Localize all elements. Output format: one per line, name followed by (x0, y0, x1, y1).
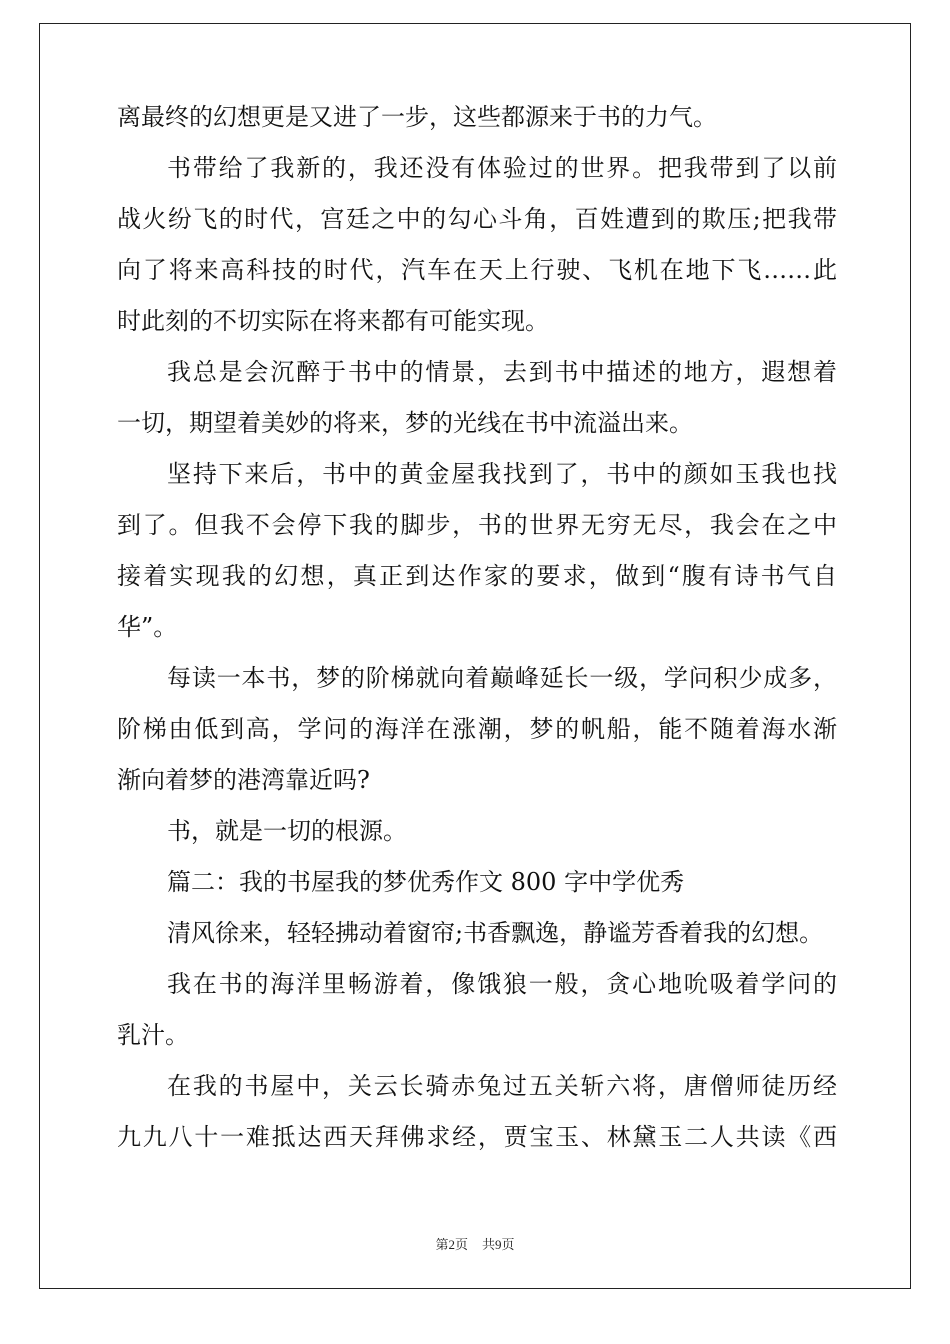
text-line: 离最终的幻想更是又进了一步，这些都源来于书的力气。 (117, 103, 717, 131)
text-line: 九九八十一难抵达西天拜佛求经，贾宝玉、林黛玉二人共读《西 (117, 1123, 837, 1151)
text-line: 时此刻的不切实际在将来都有可能实现。 (117, 307, 549, 335)
text-line: 我在书的海洋里畅游着，像饿狼一般，贪心地吮吸着学问的 (167, 970, 837, 998)
page-number: 第2页 (435, 1237, 468, 1252)
text-line: 接着实现我的幻想，真正到达作家的要求，做到“腹有诗书气自 (117, 562, 837, 590)
text-line: 每读一本书，梦的阶梯就向着巅峰延长一级，学问积少成多， (167, 664, 837, 692)
text-line: 一切，期望着美妙的将来，梦的光线在书中流溢出来。 (117, 409, 693, 437)
text-line: 阶梯由低到高，学问的海洋在涨潮，梦的帆船，能不随着海水渐 (117, 715, 837, 743)
text-line: 到了。但我不会停下我的脚步，书的世界无穷无尽，我会在之中 (117, 511, 837, 539)
text-line: 坚持下来后，书中的黄金屋我找到了，书中的颜如玉我也找 (167, 460, 837, 488)
page-footer (0, 1234, 950, 1253)
text-line: 书，就是一切的根源。 (167, 817, 407, 845)
text-line: 书带给了我新的，我还没有体验过的世界。把我带到了以前 (167, 154, 837, 182)
text-line: 在我的书屋中，关云长骑赤兔过五关斩六将，唐僧师徒历经 (167, 1072, 837, 1100)
text-line: 我总是会沉醉于书中的情景，去到书中描述的地方，遐想着 (167, 358, 837, 386)
text-line: 乳汁。 (117, 1021, 189, 1049)
page-total: 共9页 (482, 1237, 515, 1252)
text-line: 清风徐来，轻轻拂动着窗帘;书香飘逸，静谧芳香着我的幻想。 (167, 919, 824, 947)
document-body (117, 92, 837, 1163)
text-line: 向了将来高科技的时代，汽车在天上行驶、飞机在地下飞……此 (117, 256, 837, 284)
text-line: 华”。 (117, 613, 178, 641)
text-line: 篇二：我的书屋我的梦优秀作文 800 字中学优秀 (167, 868, 685, 896)
text-line: 渐向着梦的港湾靠近吗? (117, 766, 370, 794)
text-line: 战火纷飞的时代，宫廷之中的勾心斗角，百姓遭到的欺压;把我带 (117, 205, 837, 233)
